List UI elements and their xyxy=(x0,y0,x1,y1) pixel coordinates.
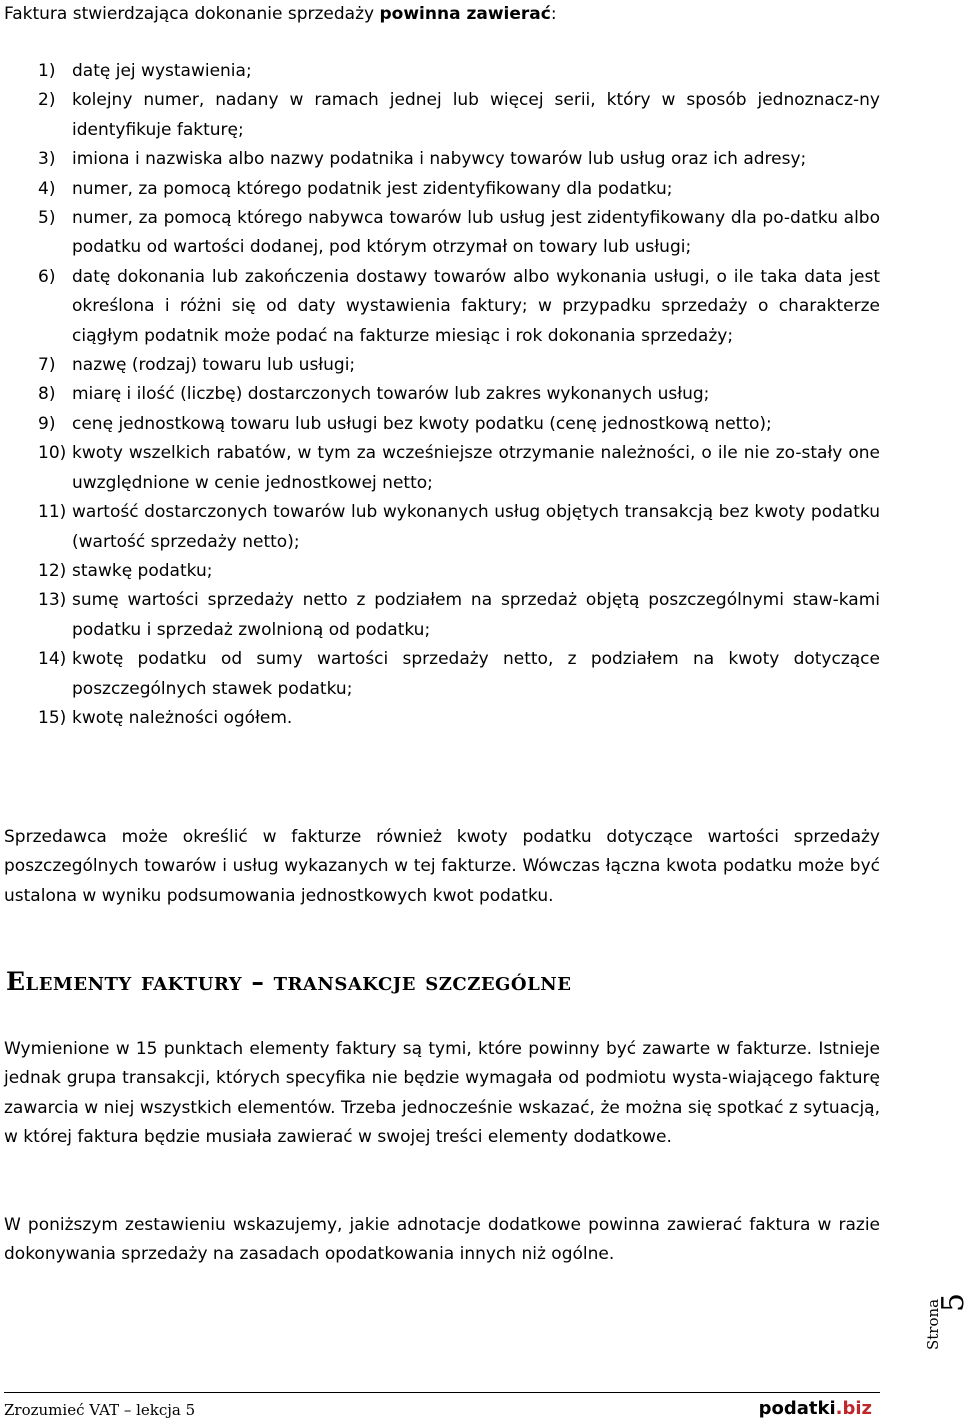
list-item-number: 13) xyxy=(38,590,67,611)
list-item-number: 12) xyxy=(38,560,67,581)
page-marker xyxy=(918,1272,971,1352)
list-item-number: 5) xyxy=(38,208,56,229)
list-item xyxy=(0,351,880,380)
list-item-text: kwoty wszelkich rabatów, w tym za wcześniejsze otrzymanie należności, o ile nie zo-stały one uwzględnione w cenie jednostkowej netto; xyxy=(72,443,880,493)
list-item-number: 11) xyxy=(38,502,67,523)
list-item-number: 9) xyxy=(38,413,56,434)
list-item xyxy=(0,498,880,557)
list-item xyxy=(0,380,880,409)
list-item-number: 10) xyxy=(38,443,67,464)
page-label: Strona xyxy=(924,1298,942,1350)
seller-paragraph: Sprzedawca może określić w fakturze również kwoty podatku dotyczące wartości sprzedaży poszczególnych towarów i usług wykazanych w tej fakturze. Wówczas łączna kwota podatku może być ustalona w wyniku podsumowania jednostkowych kwot podatku. xyxy=(4,827,880,906)
list-item-text: miarę i ilość (liczbę) dostarczonych towarów lub zakres wykonanych usług; xyxy=(72,384,710,405)
list-item-number: 7) xyxy=(38,355,56,376)
list-item xyxy=(0,145,880,174)
list-item-text: numer, za pomocą którego nabywca towarów lub usług jest zidentyfikowany dla po-datku albo podatku od wartości dodanej, pod którym otrzymał on towary lub usługi; xyxy=(72,208,880,258)
elements-paragraph: Wymienione w 15 punktach elementy faktury są tymi, które powinny być zawarte w fakturze. Istnieje jednak grupa transakcji, których specyfika nie będzie wymagała od podmiotu wysta-wiającego fakturę zawarcia w niej wszystkich elementów. Trzeba jednocześnie wskazać, że można się spotkać z sytuacją, w której faktura będzie musiała zawierać w swojej treści elementy dodatkowe. xyxy=(4,1039,880,1148)
list-item xyxy=(0,645,880,704)
list-item-text: stawkę podatku; xyxy=(72,560,213,581)
list-item xyxy=(0,86,880,145)
list-item-number: 1) xyxy=(38,61,56,81)
list-item-text: imiona i nazwiska albo nazwy podatnika i nabywcy towarów lub usług oraz ich adresy; xyxy=(72,149,807,170)
list-item xyxy=(0,410,880,439)
list-item-text: kwotę podatku od sumy wartości sprzedaży netto, z podziałem na kwoty dotyczące poszczególnych stawek podatku; xyxy=(72,649,880,699)
list-item-text: sumę wartości sprzedaży netto z podziałem na sprzedaż objętą poszczególnymi staw-kami podatku i sprzedaż zwolnioną od podatku; xyxy=(72,590,880,640)
intro-text: Faktura stwierdzająca dokonanie sprzedaży xyxy=(4,4,380,24)
list-item-text: cenę jednostkową towaru lub usługi bez kwoty podatku (cenę jednostkową netto); xyxy=(72,413,772,434)
list-item-text: datę dokonania lub zakończenia dostawy towarów albo wykonania usługi, o ile taka data jest określona i różni się od daty wystawienia faktury; w przypadku sprzedaży o charakterze ciągłym podatnik może podać na fakturze miesiąc i rok dokonania sprzedaży; xyxy=(72,266,880,346)
list-item xyxy=(0,204,880,263)
list-item-number: 6) xyxy=(38,266,56,287)
footer-brand-logo xyxy=(759,1397,872,1421)
list-item-number: 15) xyxy=(38,707,67,728)
list-item xyxy=(0,704,880,733)
section-heading: Elementy faktury – transakcje szczególne xyxy=(6,967,572,996)
footer-course-title: Zrozumieć VAT – lekcja 5 xyxy=(4,1401,196,1419)
list-item xyxy=(0,586,880,645)
list-item-text: datę jej wystawienia; xyxy=(72,61,252,81)
list-item-text: numer, za pomocą którego podatnik jest zidentyfikowany dla podatku; xyxy=(72,178,673,199)
list-item-number: 14) xyxy=(38,649,67,670)
list-item-text: nazwę (rodzaj) towaru lub usługi; xyxy=(72,355,356,376)
list-item xyxy=(0,175,880,204)
list-intro-paragraph: W poniższym zestawieniu wskazujemy, jakie adnotacje dodatkowe powinna zawierać faktura w razie dokonywania sprzedaży na zasadach opodatkowania innych niż ogólne. xyxy=(4,1215,880,1265)
list-item xyxy=(0,557,880,586)
page-number: 5 xyxy=(936,1292,971,1312)
brand-tld: .biz xyxy=(835,1398,872,1419)
required-elements-list xyxy=(0,57,880,733)
list-item xyxy=(0,57,880,86)
list-item-text: kwotę należności ogółem. xyxy=(72,707,293,728)
intro-emphasis: powinna zawierać xyxy=(379,4,551,24)
footer-divider xyxy=(4,1392,880,1393)
list-item-number: 8) xyxy=(38,384,56,405)
brand-name: podatki xyxy=(758,1398,836,1419)
list-item xyxy=(0,439,880,498)
list-item-text: wartość dostarczonych towarów lub wykonanych usług objętych transakcją bez kwoty podatku (wartość sprzedaży netto); xyxy=(72,502,880,552)
list-item xyxy=(0,263,880,351)
list-item-number: 2) xyxy=(38,90,56,111)
list-item-text: kolejny numer, nadany w ramach jednej lub więcej serii, który w sposób jednoznacz-ny identyfikuje fakturę; xyxy=(72,90,880,140)
list-item-number: 4) xyxy=(38,178,56,199)
intro-tail: : xyxy=(550,4,557,24)
list-item-number: 3) xyxy=(38,149,56,170)
intro-line xyxy=(4,2,557,26)
